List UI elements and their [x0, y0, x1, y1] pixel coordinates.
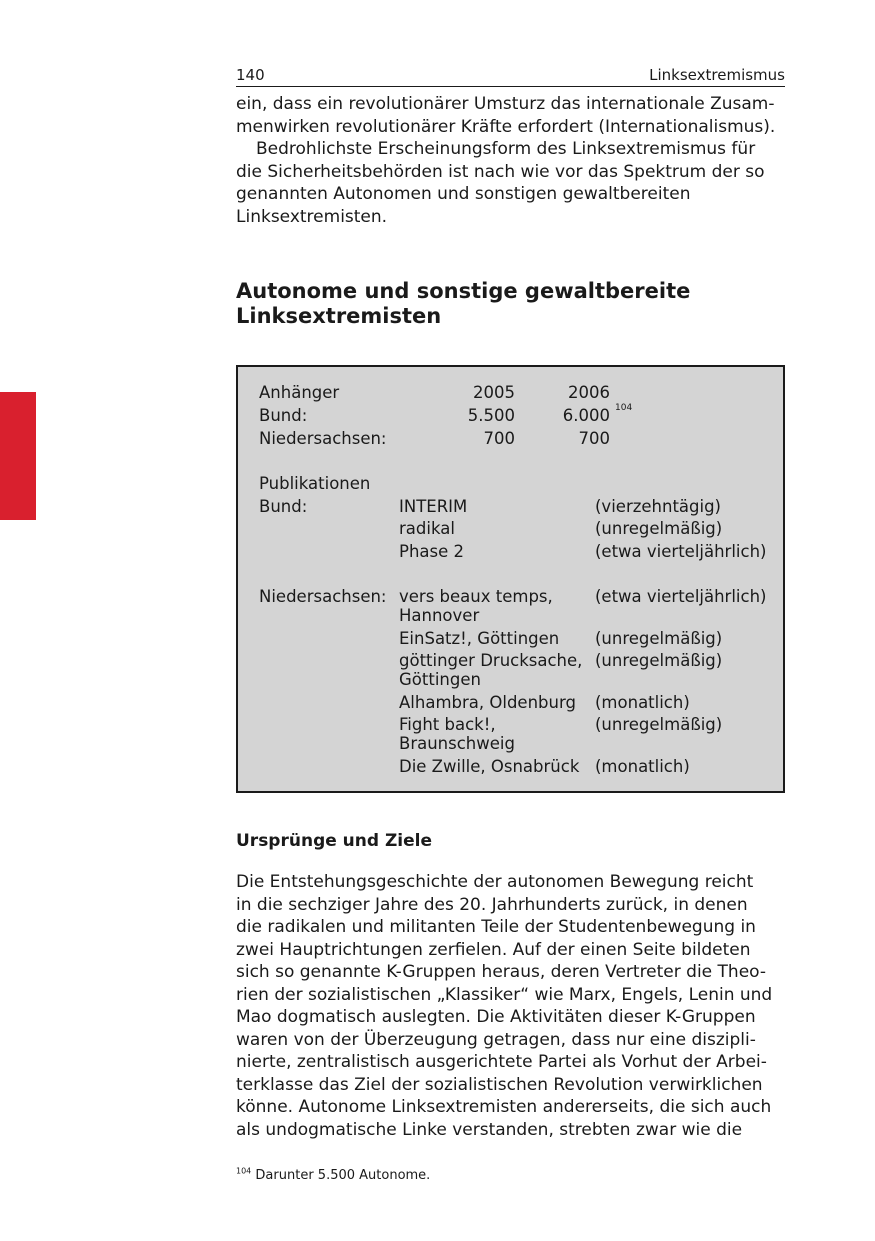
running-header: [236, 64, 785, 87]
publications-bund-label: Bund:: [259, 497, 308, 516]
publication-frequency: (unregelmäßig): [595, 519, 723, 538]
text-line: ein, dass ein revolutionärer Umsturz das internationale Zusam-: [236, 94, 775, 114]
publications-title: Publikationen: [259, 474, 371, 493]
publication-frequency: (unregelmäßig): [595, 651, 723, 670]
publication-name: Fight back!,: [399, 715, 496, 734]
publication-name: radikal: [399, 519, 455, 538]
text-line: nierte, zentralistisch ausgerichtete Partei als Vorhut der Arbei-: [236, 1052, 767, 1072]
publication-place: Braunschweig: [399, 734, 515, 753]
stats-label-niedersachsen: Niedersachsen:: [259, 429, 387, 448]
text-line: Linksextremisten.: [236, 206, 388, 227]
text-line: waren von der Überzeugung getragen, dass nur eine diszipli-: [236, 1029, 756, 1050]
stats-bund-2005: 5.500: [467, 406, 515, 425]
year-2005: 2005: [473, 383, 515, 402]
publication-name: Phase 2: [399, 542, 465, 561]
subheading: Ursprünge und Ziele: [236, 831, 433, 851]
publication-name: Alhambra, Oldenburg: [399, 693, 576, 712]
publication-frequency: (etwa vierteljährlich): [595, 587, 767, 606]
text-line: die radikalen und militanten Teile der Studentenbewegung in: [236, 917, 756, 937]
text-line: die Sicherheitsbehörden ist nach wie vor das Spektrum der so: [236, 161, 765, 182]
footnote: [236, 1168, 430, 1183]
text-line: menwirken revolutionärer Kräfte erfordert (Internationalismus).: [236, 116, 776, 137]
body-paragraph: [236, 871, 785, 1141]
text-line: Bedrohlichste Erscheinungsform des Linksextremismus für: [256, 139, 756, 159]
text-line: sich so genannte K-Gruppen heraus, deren Vertreter die Theo-: [236, 962, 767, 982]
publication-name: Die Zwille, Osnabrück: [399, 757, 580, 776]
heading-line: Autonome und sonstige gewaltbereite: [236, 279, 691, 303]
stats-header-label: Anhänger: [259, 383, 340, 402]
publication-name: vers beaux temps,: [399, 587, 553, 606]
publication-frequency: (unregelmäßig): [595, 715, 723, 734]
text-line: als undogmatische Linke verstanden, strebten zwar wie die: [236, 1119, 743, 1140]
stats-nds-2006: 700: [578, 429, 610, 448]
stats-nds-2005: 700: [483, 429, 515, 448]
publication-place: Göttingen: [399, 670, 481, 689]
section-heading: [236, 279, 690, 329]
publication-name: göttinger Drucksache,: [399, 651, 583, 670]
publication-name: EinSatz!, Göttingen: [399, 629, 560, 648]
publication-frequency: (monatlich): [595, 693, 690, 712]
info-box: Anhänger 2005 2006 Bund: 5.500 6.000 104 Niedersachsen: 700 700 Publikationen Bund: INTERIM (vierzehntägig) radikal (unregelmäßig) Phase 2 (etwa vierteljährlich) Niedersachsen: vers beaux temps, Hannover (etwa vierteljährlich) EinSatz!, Göttingen (unregelmäßig) göttinger Drucksache, Göttingen (unregelmäßig) Alhambra, Oldenburg (monatlich) Fight back!, Braunschweig (unregelmäßig) Die Zwille, Osnabrück (monatlich): [236, 365, 785, 793]
publication-name: INTERIM: [399, 497, 468, 516]
text-line: Die Entstehungsgeschichte der autonomen Bewegung reicht: [236, 872, 754, 892]
year-2006: 2006: [568, 383, 610, 402]
publication-frequency: (monatlich): [595, 757, 690, 776]
text-line: in die sechziger Jahre des 20. Jahrhunderts zurück, in denen: [236, 894, 748, 915]
text-line: zwei Hauptrichtungen zerfielen. Auf der einen Seite bildeten: [236, 939, 751, 960]
heading-line: Linksextremisten: [236, 304, 442, 328]
footnote-text: Darunter 5.500 Autonome.: [255, 1168, 431, 1183]
publication-place: Hannover: [399, 606, 480, 625]
publications-nds-label: Niedersachsen:: [259, 587, 387, 606]
publication-frequency: (vierzehntägig): [595, 497, 721, 516]
chapter-title: Linksextremismus: [649, 66, 785, 84]
intro-paragraph: [236, 93, 785, 228]
stats-bund-2006: 6.000: [562, 406, 610, 425]
publication-frequency: (etwa vierteljährlich): [595, 542, 767, 561]
footnote-number: 104: [236, 1166, 252, 1176]
text-line: terklasse das Ziel der sozialistischen Revolution verwirklichen: [236, 1074, 763, 1095]
text-line: Mao dogmatisch auslegten. Die Aktivitäten dieser K-Gruppen: [236, 1007, 756, 1027]
text-line: könne. Autonome Linksextremisten andererseits, die sich auch: [236, 1097, 772, 1117]
chapter-side-tab: [0, 392, 36, 520]
text-line: genannten Autonomen und sonstigen gewaltbereiten: [236, 184, 691, 204]
stats-label-bund: Bund:: [259, 406, 308, 425]
page-number: 140: [236, 66, 265, 84]
publication-frequency: (unregelmäßig): [595, 629, 723, 648]
text-line: rien der sozialistischen „Klassiker“ wie Marx, Engels, Lenin und: [236, 984, 773, 1005]
